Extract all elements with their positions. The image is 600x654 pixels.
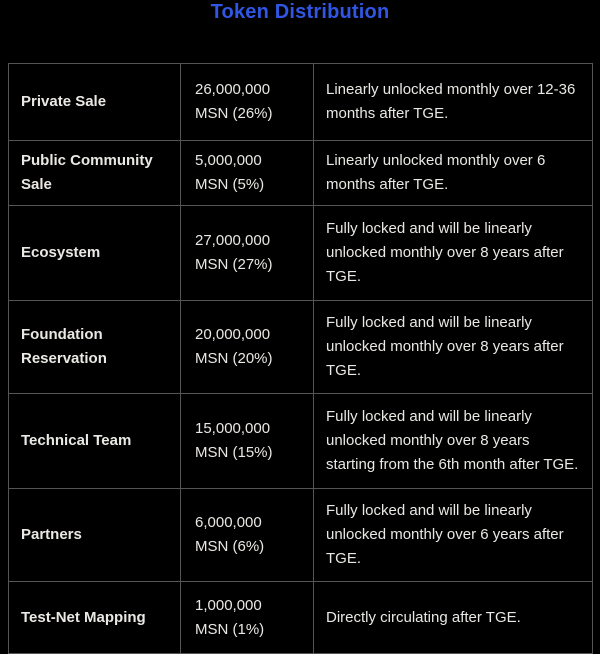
allocation-name: Partners (9, 489, 181, 582)
allocation-name: Foundation Reservation (9, 301, 181, 394)
allocation-description: Directly circulating after TGE. (314, 582, 593, 654)
table-row (9, 64, 593, 141)
allocation-name: Public Community Sale (9, 141, 181, 206)
allocation-description: Fully locked and will be linearly unlocked monthly over 6 years after TGE. (314, 489, 593, 582)
allocation-description: Fully locked and will be linearly unlocked monthly over 8 years after TGE. (314, 301, 593, 394)
allocation-amount: 20,000,000 MSN (20%) (181, 301, 314, 394)
table-row (9, 489, 593, 582)
allocation-amount: 1,000,000 MSN (1%) (181, 582, 314, 654)
allocation-amount: 6,000,000 MSN (6%) (181, 489, 314, 582)
table-row (9, 301, 593, 394)
table-row (9, 582, 593, 654)
table-row (9, 394, 593, 489)
page-title: Token Distribution (210, 1, 390, 23)
allocation-description: Linearly unlocked monthly over 6 months after TGE. (314, 141, 593, 206)
token-distribution-table (8, 63, 593, 654)
allocation-name: Private Sale (9, 64, 181, 141)
allocation-name: Test-Net Mapping (9, 582, 181, 654)
table-row (9, 141, 593, 206)
allocation-description: Linearly unlocked monthly over 12-36 months after TGE. (314, 64, 593, 141)
allocation-name: Ecosystem (9, 206, 181, 301)
allocation-amount: 15,000,000 MSN (15%) (181, 394, 314, 489)
allocation-amount: 5,000,000 MSN (5%) (181, 141, 314, 206)
allocation-description: Fully locked and will be linearly unlocked monthly over 8 years after TGE. (314, 206, 593, 301)
allocation-amount: 27,000,000 MSN (27%) (181, 206, 314, 301)
allocation-name: Technical Team (9, 394, 181, 489)
allocation-description: Fully locked and will be linearly unlocked monthly over 8 years starting from the 6th month after TGE. (314, 394, 593, 489)
table-body (9, 64, 593, 654)
allocation-amount: 26,000,000 MSN (26%) (181, 64, 314, 141)
table-row (9, 206, 593, 301)
